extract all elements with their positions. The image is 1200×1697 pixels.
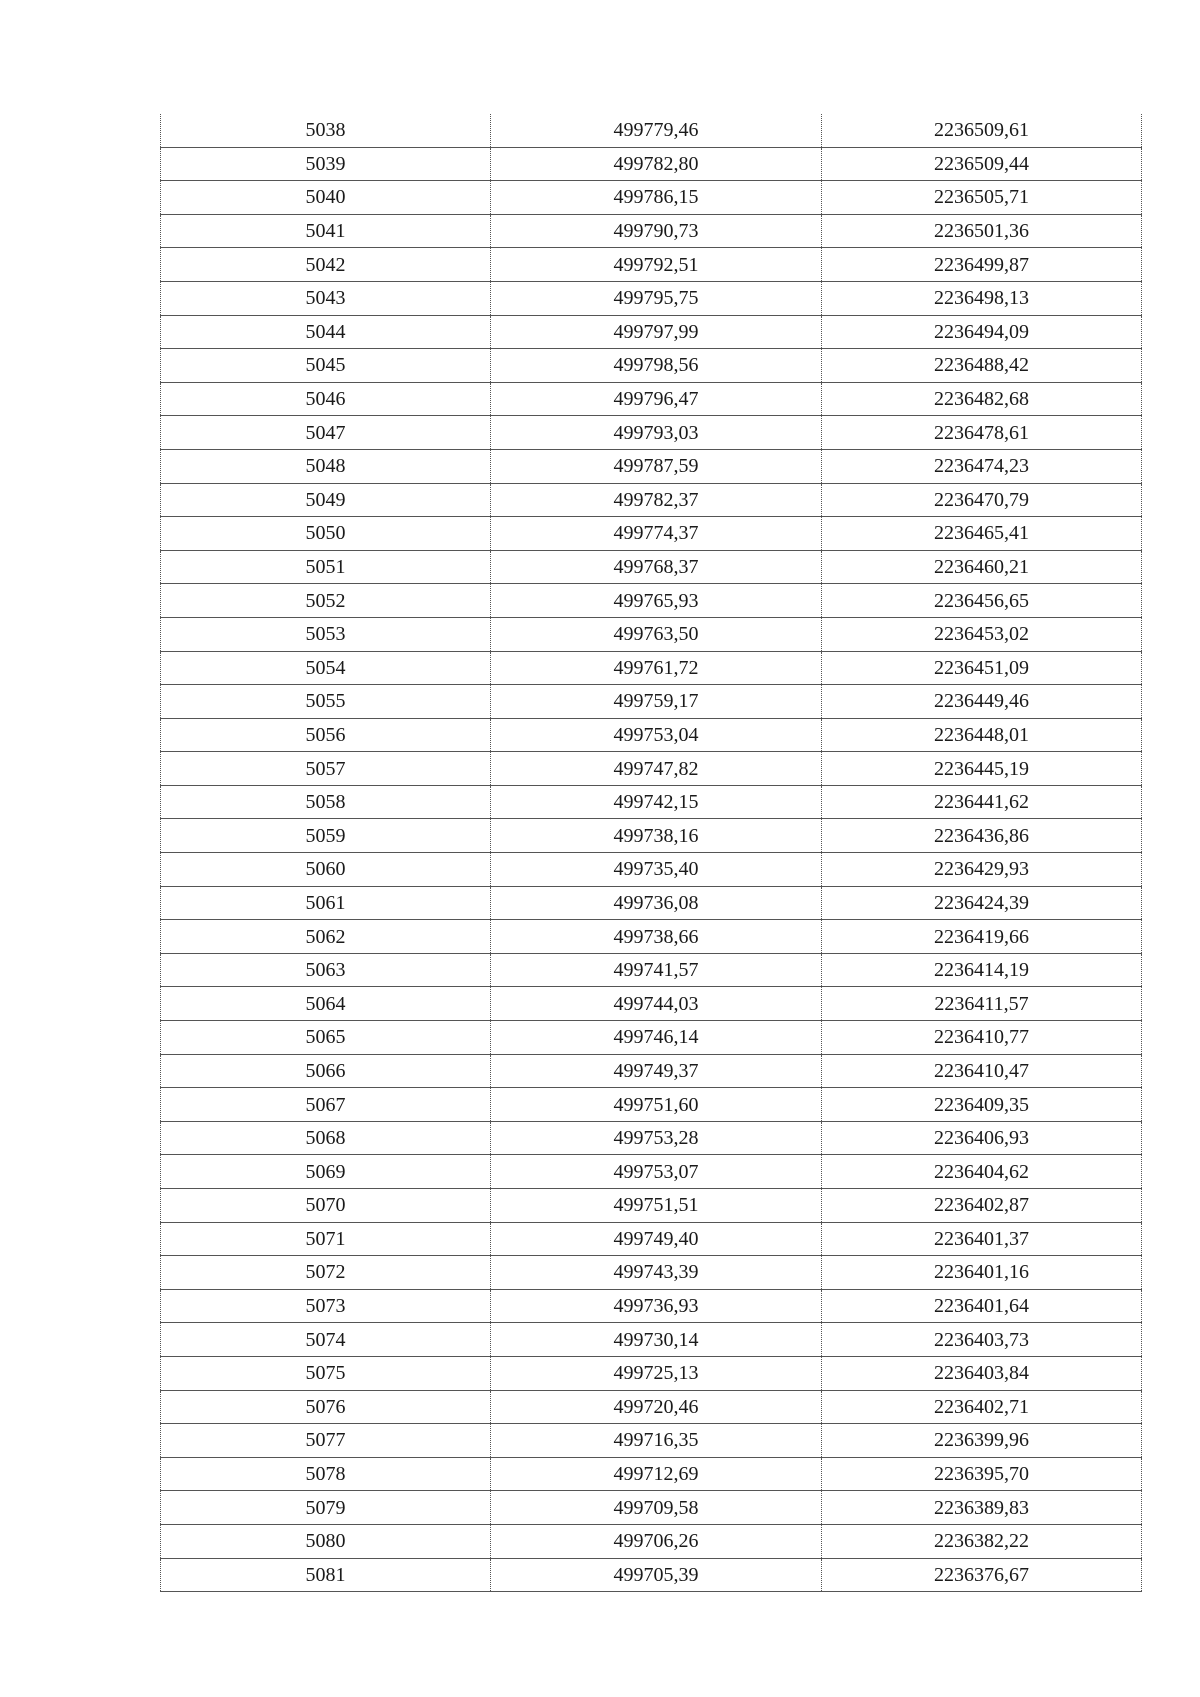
x-coordinate-cell: 499793,03 (491, 416, 822, 450)
table-row (161, 920, 1142, 954)
y-coordinate-cell: 2236376,67 (822, 1558, 1142, 1592)
table-row (161, 752, 1142, 786)
point-number-cell: 5071 (161, 1222, 491, 1256)
x-coordinate-cell: 499763,50 (491, 617, 822, 651)
table-row (161, 1155, 1142, 1189)
x-coordinate-cell: 499759,17 (491, 685, 822, 719)
point-number-cell: 5063 (161, 953, 491, 987)
point-number-cell: 5046 (161, 382, 491, 416)
y-coordinate-cell: 2236453,02 (822, 617, 1142, 651)
y-coordinate-cell: 2236411,57 (822, 987, 1142, 1021)
x-coordinate-cell: 499741,57 (491, 953, 822, 987)
x-coordinate-cell: 499736,93 (491, 1289, 822, 1323)
table-row (161, 1088, 1142, 1122)
y-coordinate-cell: 2236488,42 (822, 349, 1142, 383)
table-row (161, 886, 1142, 920)
x-coordinate-cell: 499738,66 (491, 920, 822, 954)
y-coordinate-cell: 2236470,79 (822, 483, 1142, 517)
y-coordinate-cell: 2236499,87 (822, 248, 1142, 282)
table-row (161, 281, 1142, 315)
x-coordinate-cell: 499753,04 (491, 718, 822, 752)
x-coordinate-cell: 499753,07 (491, 1155, 822, 1189)
y-coordinate-cell: 2236403,73 (822, 1323, 1142, 1357)
x-coordinate-cell: 499798,56 (491, 349, 822, 383)
y-coordinate-cell: 2236401,16 (822, 1256, 1142, 1290)
y-coordinate-cell: 2236494,09 (822, 315, 1142, 349)
point-number-cell: 5061 (161, 886, 491, 920)
y-coordinate-cell: 2236465,41 (822, 517, 1142, 551)
point-number-cell: 5054 (161, 651, 491, 685)
x-coordinate-cell: 499736,08 (491, 886, 822, 920)
table-row (161, 987, 1142, 1021)
x-coordinate-cell: 499742,15 (491, 785, 822, 819)
point-number-cell: 5080 (161, 1524, 491, 1558)
table-row (161, 1356, 1142, 1390)
point-number-cell: 5045 (161, 349, 491, 383)
x-coordinate-cell: 499779,46 (491, 114, 822, 147)
y-coordinate-cell: 2236449,46 (822, 685, 1142, 719)
y-coordinate-cell: 2236501,36 (822, 214, 1142, 248)
point-number-cell: 5044 (161, 315, 491, 349)
x-coordinate-cell: 499730,14 (491, 1323, 822, 1357)
table-row (161, 617, 1142, 651)
point-number-cell: 5038 (161, 114, 491, 147)
table-row (161, 248, 1142, 282)
table-row (161, 315, 1142, 349)
table-row (161, 114, 1142, 147)
x-coordinate-cell: 499744,03 (491, 987, 822, 1021)
x-coordinate-cell: 499790,73 (491, 214, 822, 248)
point-number-cell: 5081 (161, 1558, 491, 1592)
table-row (161, 1189, 1142, 1223)
point-number-cell: 5057 (161, 752, 491, 786)
point-number-cell: 5075 (161, 1356, 491, 1390)
table-row (161, 449, 1142, 483)
point-number-cell: 5074 (161, 1323, 491, 1357)
y-coordinate-cell: 2236460,21 (822, 550, 1142, 584)
y-coordinate-cell: 2236410,77 (822, 1021, 1142, 1055)
x-coordinate-cell: 499712,69 (491, 1457, 822, 1491)
y-coordinate-cell: 2236395,70 (822, 1457, 1142, 1491)
x-coordinate-cell: 499795,75 (491, 281, 822, 315)
y-coordinate-cell: 2236409,35 (822, 1088, 1142, 1122)
x-coordinate-cell: 499709,58 (491, 1491, 822, 1525)
y-coordinate-cell: 2236505,71 (822, 181, 1142, 215)
y-coordinate-cell: 2236445,19 (822, 752, 1142, 786)
x-coordinate-cell: 499761,72 (491, 651, 822, 685)
coordinates-table (160, 114, 1142, 1592)
y-coordinate-cell: 2236456,65 (822, 584, 1142, 618)
table-row (161, 181, 1142, 215)
x-coordinate-cell: 499796,47 (491, 382, 822, 416)
point-number-cell: 5041 (161, 214, 491, 248)
point-number-cell: 5060 (161, 853, 491, 887)
x-coordinate-cell: 499716,35 (491, 1424, 822, 1458)
table-row (161, 1424, 1142, 1458)
x-coordinate-cell: 499797,99 (491, 315, 822, 349)
x-coordinate-cell: 499774,37 (491, 517, 822, 551)
x-coordinate-cell: 499765,93 (491, 584, 822, 618)
table-row (161, 1021, 1142, 1055)
point-number-cell: 5062 (161, 920, 491, 954)
point-number-cell: 5043 (161, 281, 491, 315)
y-coordinate-cell: 2236389,83 (822, 1491, 1142, 1525)
point-number-cell: 5050 (161, 517, 491, 551)
table-row (161, 214, 1142, 248)
y-coordinate-cell: 2236424,39 (822, 886, 1142, 920)
y-coordinate-cell: 2236403,84 (822, 1356, 1142, 1390)
point-number-cell: 5052 (161, 584, 491, 618)
table-row (161, 1524, 1142, 1558)
x-coordinate-cell: 499751,51 (491, 1189, 822, 1223)
table-row (161, 349, 1142, 383)
table-row (161, 147, 1142, 181)
table-row (161, 1390, 1142, 1424)
table-row (161, 1121, 1142, 1155)
x-coordinate-cell: 499787,59 (491, 449, 822, 483)
point-number-cell: 5073 (161, 1289, 491, 1323)
point-number-cell: 5069 (161, 1155, 491, 1189)
table-row (161, 718, 1142, 752)
table-row (161, 953, 1142, 987)
point-number-cell: 5056 (161, 718, 491, 752)
table-row (161, 1222, 1142, 1256)
y-coordinate-cell: 2236406,93 (822, 1121, 1142, 1155)
x-coordinate-cell: 499735,40 (491, 853, 822, 887)
table-row (161, 1289, 1142, 1323)
point-number-cell: 5064 (161, 987, 491, 1021)
table-row (161, 584, 1142, 618)
table-row (161, 1256, 1142, 1290)
table-row (161, 1054, 1142, 1088)
point-number-cell: 5059 (161, 819, 491, 853)
point-number-cell: 5042 (161, 248, 491, 282)
x-coordinate-cell: 499753,28 (491, 1121, 822, 1155)
y-coordinate-cell: 2236451,09 (822, 651, 1142, 685)
y-coordinate-cell: 2236401,64 (822, 1289, 1142, 1323)
table-row (161, 1491, 1142, 1525)
table-row (161, 382, 1142, 416)
x-coordinate-cell: 499792,51 (491, 248, 822, 282)
table-row (161, 416, 1142, 450)
y-coordinate-cell: 2236441,62 (822, 785, 1142, 819)
table-row (161, 785, 1142, 819)
y-coordinate-cell: 2236509,61 (822, 114, 1142, 147)
point-number-cell: 5068 (161, 1121, 491, 1155)
point-number-cell: 5067 (161, 1088, 491, 1122)
x-coordinate-cell: 499743,39 (491, 1256, 822, 1290)
table-row (161, 483, 1142, 517)
x-coordinate-cell: 499782,37 (491, 483, 822, 517)
point-number-cell: 5049 (161, 483, 491, 517)
y-coordinate-cell: 2236410,47 (822, 1054, 1142, 1088)
y-coordinate-cell: 2236402,87 (822, 1189, 1142, 1223)
point-number-cell: 5078 (161, 1457, 491, 1491)
point-number-cell: 5040 (161, 181, 491, 215)
x-coordinate-cell: 499706,26 (491, 1524, 822, 1558)
y-coordinate-cell: 2236436,86 (822, 819, 1142, 853)
table-row (161, 517, 1142, 551)
point-number-cell: 5079 (161, 1491, 491, 1525)
table-row (161, 1323, 1142, 1357)
point-number-cell: 5055 (161, 685, 491, 719)
x-coordinate-cell: 499705,39 (491, 1558, 822, 1592)
point-number-cell: 5065 (161, 1021, 491, 1055)
x-coordinate-cell: 499782,80 (491, 147, 822, 181)
y-coordinate-cell: 2236509,44 (822, 147, 1142, 181)
y-coordinate-cell: 2236382,22 (822, 1524, 1142, 1558)
x-coordinate-cell: 499725,13 (491, 1356, 822, 1390)
y-coordinate-cell: 2236404,62 (822, 1155, 1142, 1189)
point-number-cell: 5077 (161, 1424, 491, 1458)
y-coordinate-cell: 2236474,23 (822, 449, 1142, 483)
y-coordinate-cell: 2236414,19 (822, 953, 1142, 987)
x-coordinate-cell: 499720,46 (491, 1390, 822, 1424)
x-coordinate-cell: 499738,16 (491, 819, 822, 853)
x-coordinate-cell: 499768,37 (491, 550, 822, 584)
point-number-cell: 5051 (161, 550, 491, 584)
point-number-cell: 5039 (161, 147, 491, 181)
y-coordinate-cell: 2236448,01 (822, 718, 1142, 752)
y-coordinate-cell: 2236399,96 (822, 1424, 1142, 1458)
x-coordinate-cell: 499751,60 (491, 1088, 822, 1122)
point-number-cell: 5058 (161, 785, 491, 819)
y-coordinate-cell: 2236402,71 (822, 1390, 1142, 1424)
table-row (161, 685, 1142, 719)
x-coordinate-cell: 499749,40 (491, 1222, 822, 1256)
y-coordinate-cell: 2236498,13 (822, 281, 1142, 315)
point-number-cell: 5047 (161, 416, 491, 450)
x-coordinate-cell: 499749,37 (491, 1054, 822, 1088)
y-coordinate-cell: 2236482,68 (822, 382, 1142, 416)
y-coordinate-cell: 2236401,37 (822, 1222, 1142, 1256)
table-row (161, 819, 1142, 853)
coordinates-table-body (161, 114, 1142, 1592)
table-row (161, 853, 1142, 887)
x-coordinate-cell: 499786,15 (491, 181, 822, 215)
table-row (161, 651, 1142, 685)
point-number-cell: 5076 (161, 1390, 491, 1424)
x-coordinate-cell: 499746,14 (491, 1021, 822, 1055)
point-number-cell: 5066 (161, 1054, 491, 1088)
y-coordinate-cell: 2236419,66 (822, 920, 1142, 954)
y-coordinate-cell: 2236478,61 (822, 416, 1142, 450)
table-row (161, 550, 1142, 584)
point-number-cell: 5072 (161, 1256, 491, 1290)
table-row (161, 1457, 1142, 1491)
x-coordinate-cell: 499747,82 (491, 752, 822, 786)
point-number-cell: 5048 (161, 449, 491, 483)
y-coordinate-cell: 2236429,93 (822, 853, 1142, 887)
point-number-cell: 5053 (161, 617, 491, 651)
table-row (161, 1558, 1142, 1592)
point-number-cell: 5070 (161, 1189, 491, 1223)
